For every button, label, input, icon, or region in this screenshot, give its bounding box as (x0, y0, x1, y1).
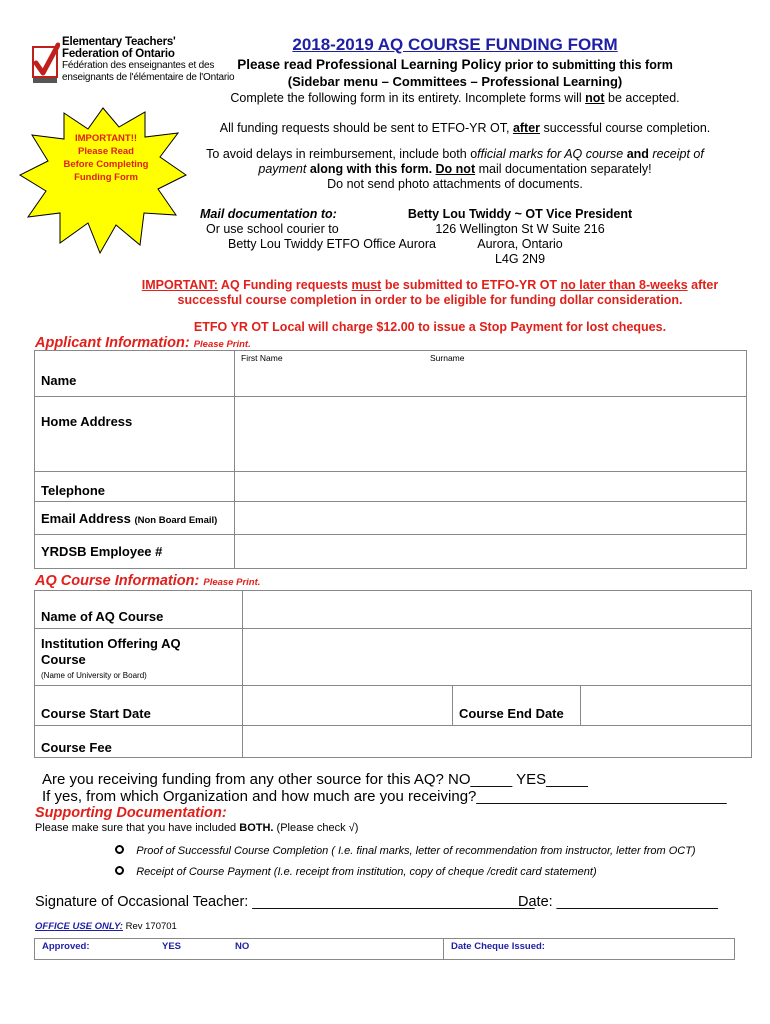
supporting-item-1-text: Proof of Successful Course Completion ( I.e. final marks, letter of recommendation from instructor, letter from OCT) (136, 845, 696, 857)
office-table (34, 938, 735, 960)
applicant-print: Please Print. (193, 339, 251, 350)
first-name-caption: First Name (241, 353, 283, 363)
sidebar-path: (Sidebar menu – Committees – Professional Learning) (287, 74, 623, 89)
supporting-item-1[interactable] (115, 845, 696, 857)
office-use (35, 921, 177, 932)
mail-heading: Mail documentation to: (200, 207, 337, 221)
complete-note-a: Complete the following form in its entirety. Incomplete forms will (230, 91, 586, 105)
course-heading-text: AQ Course Information: (35, 573, 200, 589)
email-label-text: Email Address (41, 510, 131, 526)
star-line4: Funding Form (74, 172, 138, 183)
course-print: Please Print. (203, 577, 261, 588)
important-c: after (687, 278, 719, 292)
institution-label (35, 629, 243, 686)
etfo-logo-mark (32, 41, 60, 85)
date-line[interactable]: Date: ____________________ (518, 894, 718, 910)
form-title: 2018-2019 AQ COURSE FUNDING FORM (292, 35, 618, 54)
policy-link[interactable]: Please read Professional Learning Policy (237, 57, 502, 72)
telephone-label: Telephone (35, 472, 235, 502)
course-fee-field[interactable] (243, 726, 752, 758)
email-field[interactable] (235, 502, 747, 535)
email-note: (Non Board Email) (134, 514, 218, 526)
employee-field[interactable] (235, 535, 747, 569)
course-name-label: Name of AQ Course (35, 591, 243, 629)
delay-d: payment (258, 162, 307, 176)
important-a: AQ Funding requests (217, 278, 352, 292)
delay-b: fficial marks for AQ course (477, 147, 624, 161)
other-funding-question[interactable]: Are you receiving funding from any other source for this AQ? NO_____ YES_____ (42, 771, 588, 788)
institution-field[interactable] (243, 629, 752, 686)
other-funding-source[interactable]: If yes, from which Organization and how much are you receiving?______________________________ (42, 788, 727, 805)
applicant-heading-text: Applicant Information: (35, 335, 190, 351)
mail-postal: L4G 2N9 (494, 252, 546, 266)
delay-a: To avoid delays in reimbursement, include both o (206, 147, 478, 161)
course-fee-label: Course Fee (35, 726, 243, 758)
start-date-label: Course Start Date (35, 686, 243, 726)
supporting-item-2-text: Receipt of Course Payment (I.e. receipt from institution, copy of cheque /credit card statement) (136, 866, 597, 878)
logo-line3: Fédération des enseignantes et des (62, 60, 215, 71)
surname-caption: Surname (430, 353, 465, 363)
course-table (34, 590, 752, 758)
important-b: be submitted to ETFO-YR OT (381, 278, 561, 292)
complete-note-b: be accepted. (604, 91, 680, 105)
office-rev: Rev 170701 (122, 921, 177, 932)
approved-cell (35, 939, 444, 960)
delay-f: mail documentation separately! (475, 162, 652, 176)
supporting-note-b: (Please check √) (273, 822, 359, 834)
important-notice (120, 278, 740, 308)
start-date-field[interactable] (243, 686, 453, 726)
mail-address (380, 207, 660, 267)
photo-note: Do not send photo attachments of documents. (327, 177, 583, 191)
funding-instruction (195, 121, 735, 136)
office-use-label: OFFICE USE ONLY: (35, 921, 123, 932)
institution-label-text: Institution Offering AQ Course (41, 636, 181, 667)
employee-label: YRDSB Employee # (35, 535, 235, 569)
important-starburst (18, 105, 188, 255)
supporting-heading: Supporting Documentation: (35, 805, 227, 821)
star-line1: IMPORTANT!! (74, 133, 138, 144)
address-field[interactable] (235, 397, 747, 472)
approved-no[interactable]: NO (235, 941, 250, 952)
checkbox-circle-icon[interactable] (115, 866, 124, 875)
delay-c: receipt of (652, 147, 704, 161)
mail-recipient: Betty Lou Twiddy ~ OT Vice President (407, 207, 633, 221)
applicant-heading (35, 335, 251, 351)
supporting-note (35, 822, 358, 834)
mail-office: Betty Lou Twiddy ETFO Office Aurora (228, 237, 436, 251)
star-line2: Please Read (78, 146, 134, 157)
mail-street: 126 Wellington St W Suite 216 (435, 222, 605, 236)
cheque-date-cell[interactable]: Date Cheque Issued: (444, 939, 735, 960)
policy-line (200, 57, 710, 72)
end-date-field[interactable] (581, 686, 752, 726)
applicant-table (34, 350, 747, 569)
supporting-note-a: Please make sure that you have included (35, 822, 240, 834)
mail-city: Aurora, Ontario (477, 237, 563, 251)
supporting-item-2[interactable] (115, 866, 597, 878)
complete-note-not: not (585, 91, 605, 105)
course-heading (35, 573, 260, 589)
funding-a: All funding requests should be sent to ETFO-YR OT, (219, 121, 513, 135)
etfo-logo (32, 35, 235, 95)
delay-donot: Do not (435, 162, 476, 176)
stop-payment-note: ETFO YR OT Local will charge $12.00 to issue a Stop Payment for lost cheques. (193, 320, 667, 334)
funding-after: after (512, 121, 541, 135)
delay-and: and (623, 147, 653, 161)
course-name-field[interactable] (243, 591, 752, 629)
important-must: must (351, 278, 382, 292)
approved-yes[interactable]: YES (162, 941, 182, 952)
star-line3: Before Completing (63, 159, 149, 170)
supporting-note-both: BOTH. (239, 822, 274, 834)
delay-e: along with this form. (306, 162, 436, 176)
important-label: IMPORTANT: (141, 278, 218, 292)
telephone-field[interactable] (235, 472, 747, 502)
approved-label: Approved: (42, 941, 90, 952)
logo-line2: Federation of Ontario (62, 47, 175, 60)
policy-suffix: prior to submitting this form (501, 58, 673, 72)
name-field[interactable] (235, 351, 747, 397)
logo-line1: Elementary Teachers' (62, 36, 176, 48)
end-date-label: Course End Date (453, 686, 581, 726)
name-label: Name (35, 351, 235, 397)
complete-note (200, 91, 710, 106)
email-label (35, 502, 235, 535)
important-deadline: no later than 8-weeks (560, 278, 688, 292)
logo-line4: enseignants de l'élémentaire de l'Ontario (62, 71, 235, 83)
mail-courier: Or use school courier to (206, 222, 339, 236)
institution-note: (Name of University or Board) (41, 671, 147, 680)
checkbox-circle-icon[interactable] (115, 845, 124, 854)
delay-instruction (190, 147, 720, 192)
funding-b: successful course completion. (540, 121, 711, 135)
signature-line[interactable]: Signature of Occasional Teacher: ___________________________________ (35, 894, 535, 910)
important-line2: successful course completion in order to be eligible for funding dollar consideration. (177, 293, 683, 307)
address-label: Home Address (35, 397, 235, 472)
